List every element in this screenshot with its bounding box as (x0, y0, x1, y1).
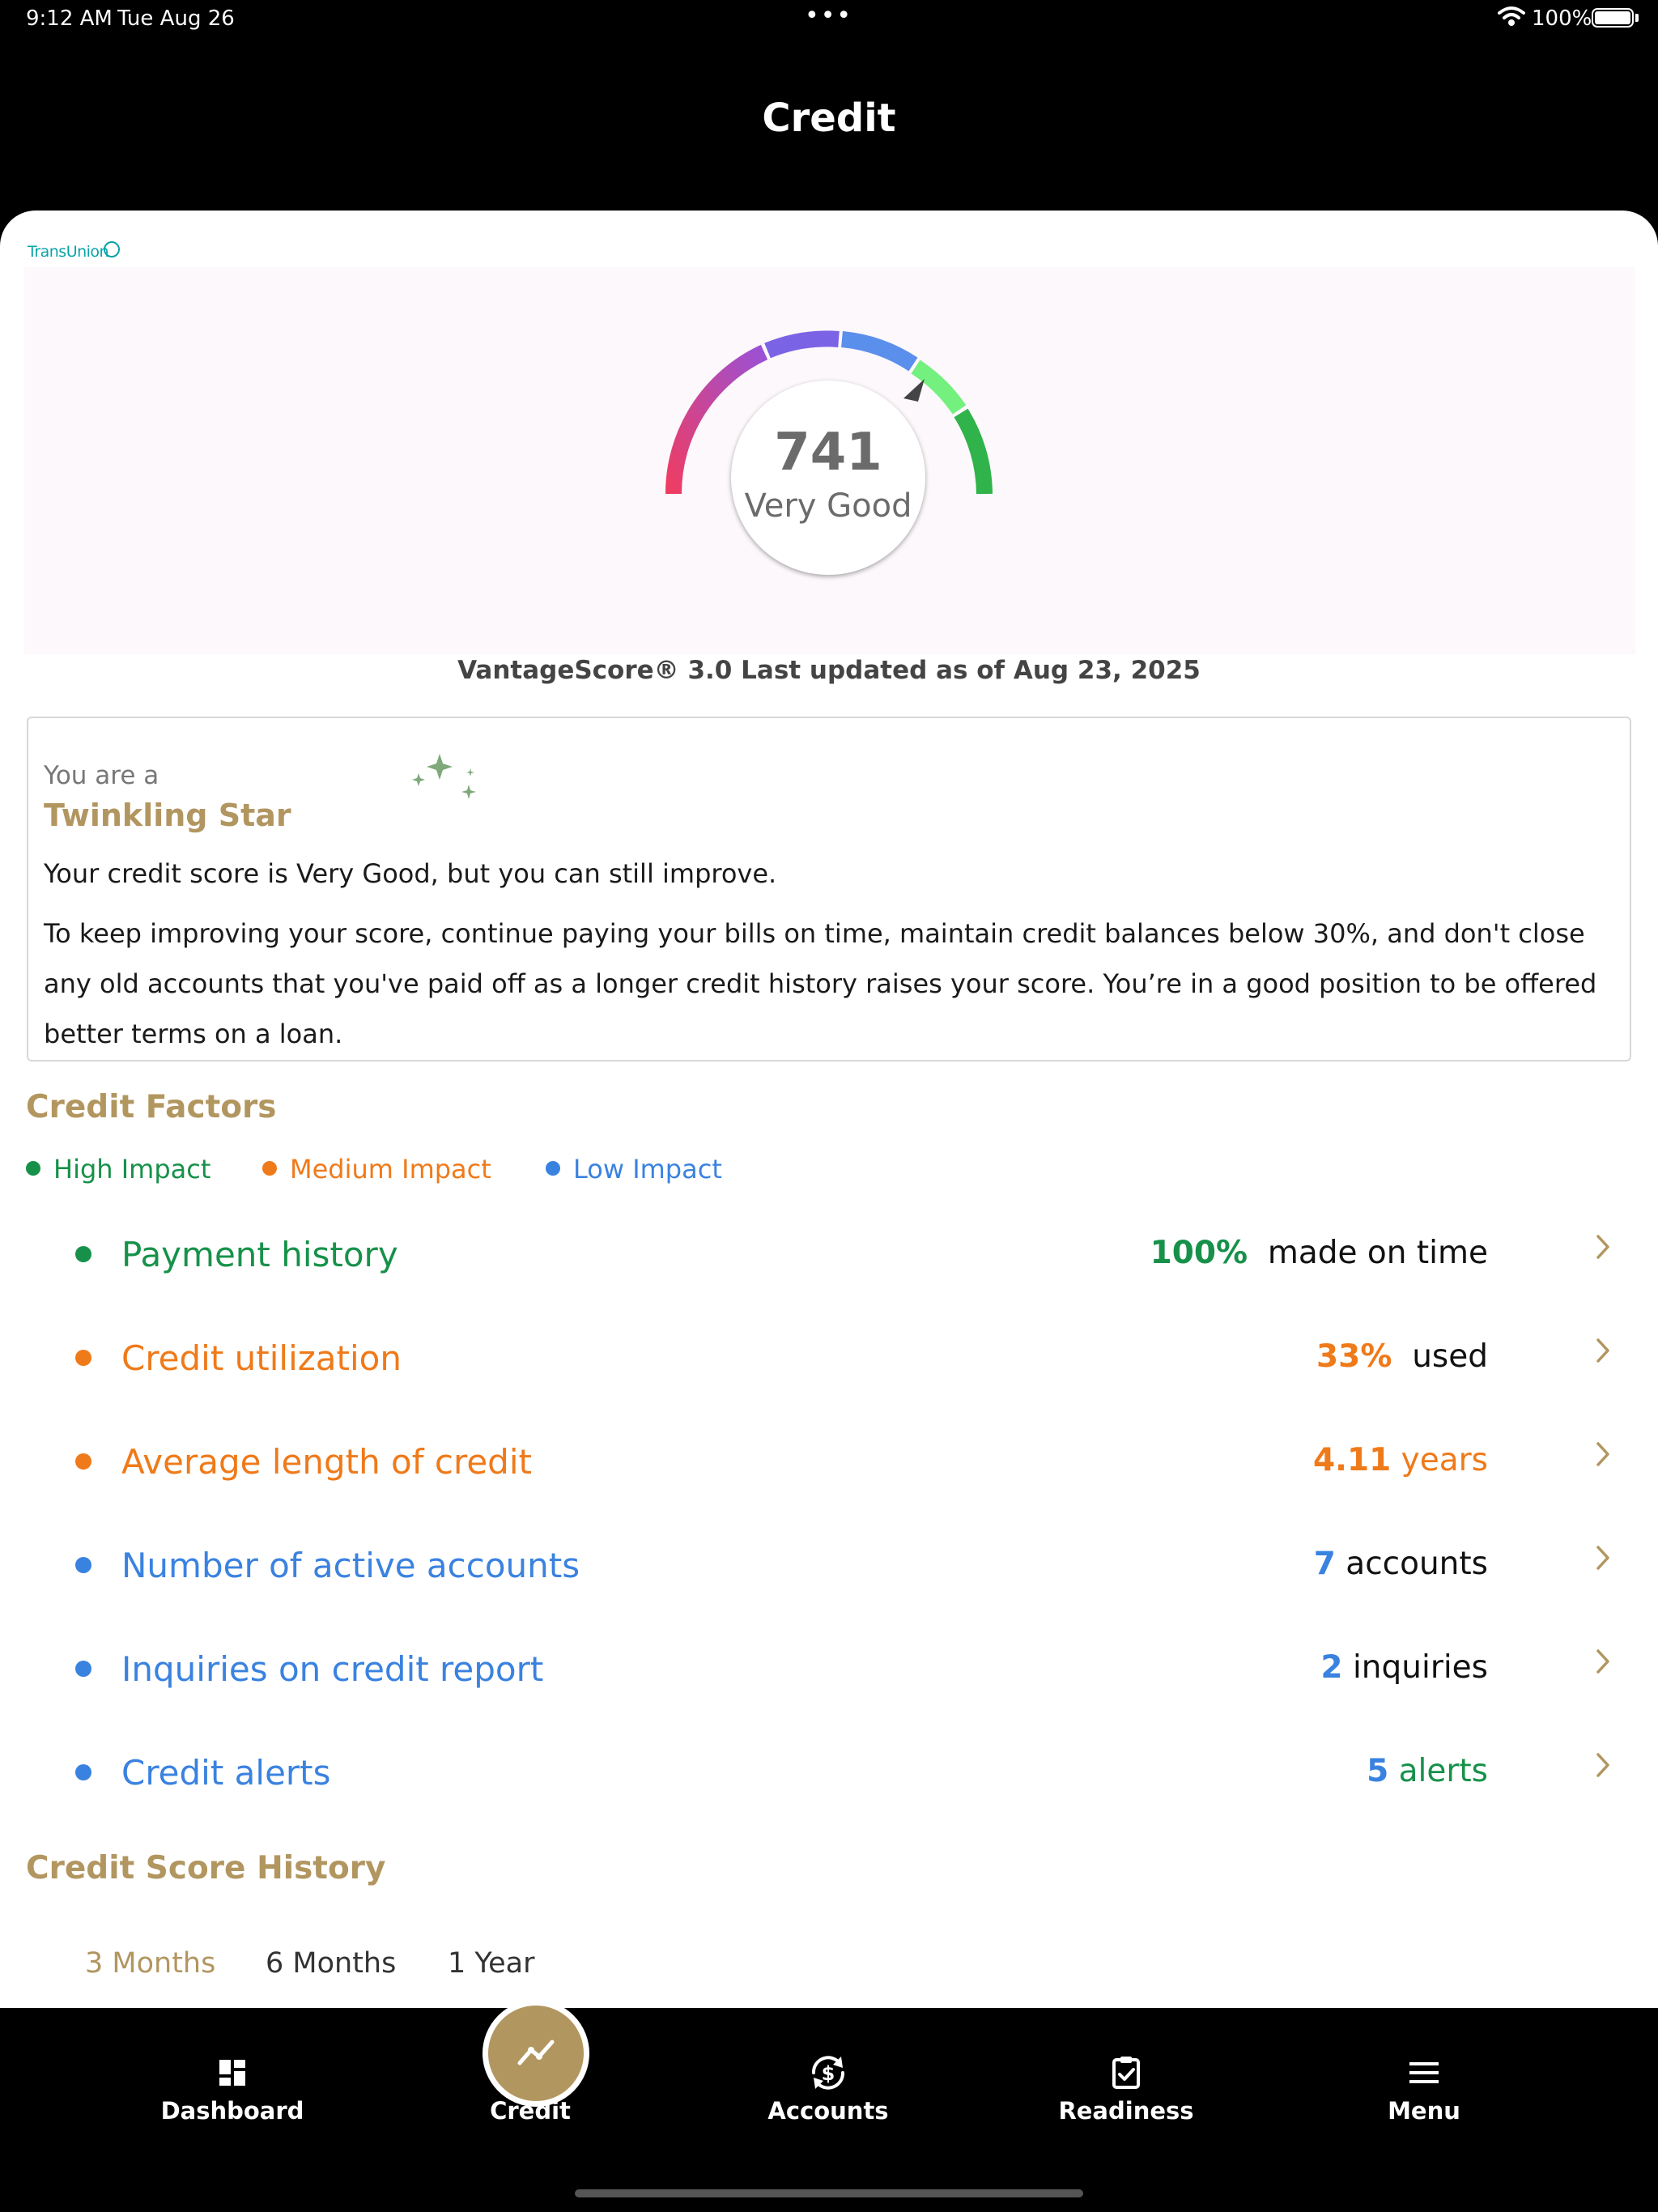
hamburger-menu-icon (1400, 2048, 1448, 2097)
factor-value-unit: accounts (1346, 1546, 1488, 1582)
impact-dot (75, 1453, 91, 1470)
tab-credit[interactable]: Credit (490, 2097, 571, 2125)
impact-dot (75, 1350, 91, 1366)
impact-dot (75, 1661, 91, 1677)
battery-icon (1592, 8, 1634, 28)
credit-score-value: 741 (774, 423, 882, 483)
tab-menu[interactable]: Menu (1388, 2097, 1460, 2125)
factor-value (1367, 1753, 1488, 1789)
tab-dashboard[interactable]: Dashboard (160, 2097, 304, 2125)
history-tab-1-year[interactable]: 1 Year (448, 1947, 535, 1980)
clipboard-check-icon (1102, 2048, 1150, 2097)
tab-menu-icon-wrap[interactable] (1319, 2048, 1529, 2100)
factor-label: Payment history (121, 1235, 398, 1274)
factor-value-number: 100% (1150, 1235, 1248, 1271)
tab-accounts-icon-wrap[interactable] (723, 2048, 933, 2100)
tab-accounts[interactable]: Accounts (767, 2097, 889, 2125)
status-bar (0, 0, 1658, 49)
credit-factors-title: Credit Factors (26, 1089, 277, 1125)
factor-label: Number of active accounts (121, 1546, 580, 1585)
factor-label: Inquiries on credit report (121, 1649, 544, 1689)
factor-value-number: 33% (1316, 1338, 1392, 1375)
factor-value (1316, 1338, 1488, 1375)
history-tab-3-months[interactable]: 3 Months (85, 1947, 216, 1980)
factor-value-unit: used (1412, 1338, 1488, 1375)
legend-label: Low Impact (573, 1154, 722, 1185)
score-circle (731, 381, 925, 575)
rank-advice: To keep improving your score, continue paying your bills on time, maintain credit balances below 30%, and don't close any old accounts that you've paid off as a longer credit history raises your score. You’re in a good position to be offered better terms on a loan. (44, 918, 1597, 1049)
tab-readiness[interactable]: Readiness (1058, 2097, 1194, 2125)
impact-dot (75, 1246, 91, 1262)
battery-tip (1635, 14, 1639, 22)
impact-dot (75, 1764, 91, 1780)
multitasking-dots-icon[interactable]: ••• (805, 2, 853, 30)
factor-average-length[interactable] (0, 1410, 1658, 1513)
factor-value-number: 4.11 (1313, 1442, 1392, 1478)
impact-dot (75, 1557, 91, 1573)
legend-label: Medium Impact (290, 1154, 491, 1185)
legend-label: High Impact (53, 1154, 211, 1185)
tab-readiness-icon-wrap[interactable] (1021, 2048, 1231, 2100)
svg-text:$: $ (821, 2062, 835, 2085)
credit-score-rating: Very Good (744, 487, 912, 525)
chevron-right-icon (1595, 1335, 1613, 1366)
status-date: Tue Aug 26 (117, 6, 235, 31)
factor-value-number: 7 (1313, 1546, 1336, 1582)
chevron-right-icon (1595, 1542, 1613, 1573)
factor-value-unit: years (1401, 1442, 1488, 1478)
factor-value (1320, 1649, 1488, 1686)
factor-value (1313, 1442, 1488, 1478)
history-tab-6-months[interactable]: 6 Months (266, 1947, 397, 1980)
dashboard-icon (208, 2048, 257, 2097)
battery-percent: 100% (1532, 6, 1592, 31)
legend-medium (262, 1154, 491, 1185)
dollar-sync-icon (804, 2048, 852, 2097)
factor-inquiries[interactable] (0, 1617, 1658, 1721)
factor-value-unit: alerts (1398, 1753, 1488, 1789)
factor-active-accounts[interactable] (0, 1513, 1658, 1617)
rank-name: Twinkling Star (44, 798, 291, 833)
transunion-mark-icon (104, 241, 120, 257)
factor-credit-utilization[interactable] (0, 1306, 1658, 1410)
legend-dot (262, 1161, 277, 1176)
wifi-icon (1498, 5, 1525, 28)
factor-value (1314, 1546, 1488, 1582)
factor-payment-history[interactable] (0, 1202, 1658, 1306)
factor-value-number: 2 (1320, 1649, 1343, 1686)
status-time: 9:12 AM (26, 6, 113, 31)
chevron-right-icon (1595, 1439, 1613, 1470)
factor-value (1150, 1235, 1488, 1271)
credit-tab-fab[interactable] (483, 2000, 589, 2107)
legend-low (546, 1154, 722, 1185)
chevron-right-icon (1595, 1231, 1613, 1262)
legend-dot (546, 1161, 560, 1176)
home-indicator[interactable] (575, 2189, 1083, 2197)
factor-label: Credit alerts (121, 1753, 331, 1793)
transunion-logo: TransUnion (28, 243, 109, 261)
sparkles-icon (409, 749, 482, 806)
chevron-right-icon (1595, 1750, 1613, 1780)
factor-value-unit: made on time (1267, 1235, 1488, 1271)
rank-prefix: You are a (44, 761, 159, 790)
trend-line-icon (512, 2029, 560, 2078)
legend-dot (26, 1161, 40, 1176)
factor-value-number: 5 (1367, 1753, 1389, 1789)
factor-credit-alerts[interactable] (0, 1721, 1658, 1824)
factor-label: Credit utilization (121, 1338, 402, 1378)
factor-value-unit: inquiries (1352, 1649, 1488, 1686)
legend-high (26, 1154, 210, 1185)
rank-summary: Your credit score is Very Good, but you can still improve. (44, 858, 777, 889)
tab-dashboard-icon-wrap[interactable] (127, 2048, 338, 2100)
factor-label: Average length of credit (121, 1442, 532, 1482)
chevron-right-icon (1595, 1646, 1613, 1677)
score-updated-text: VantageScore® 3.0 Last updated as of Aug 23, 2025 (457, 656, 1201, 685)
credit-history-title: Credit Score History (26, 1850, 386, 1887)
page-title: Credit (762, 96, 896, 141)
